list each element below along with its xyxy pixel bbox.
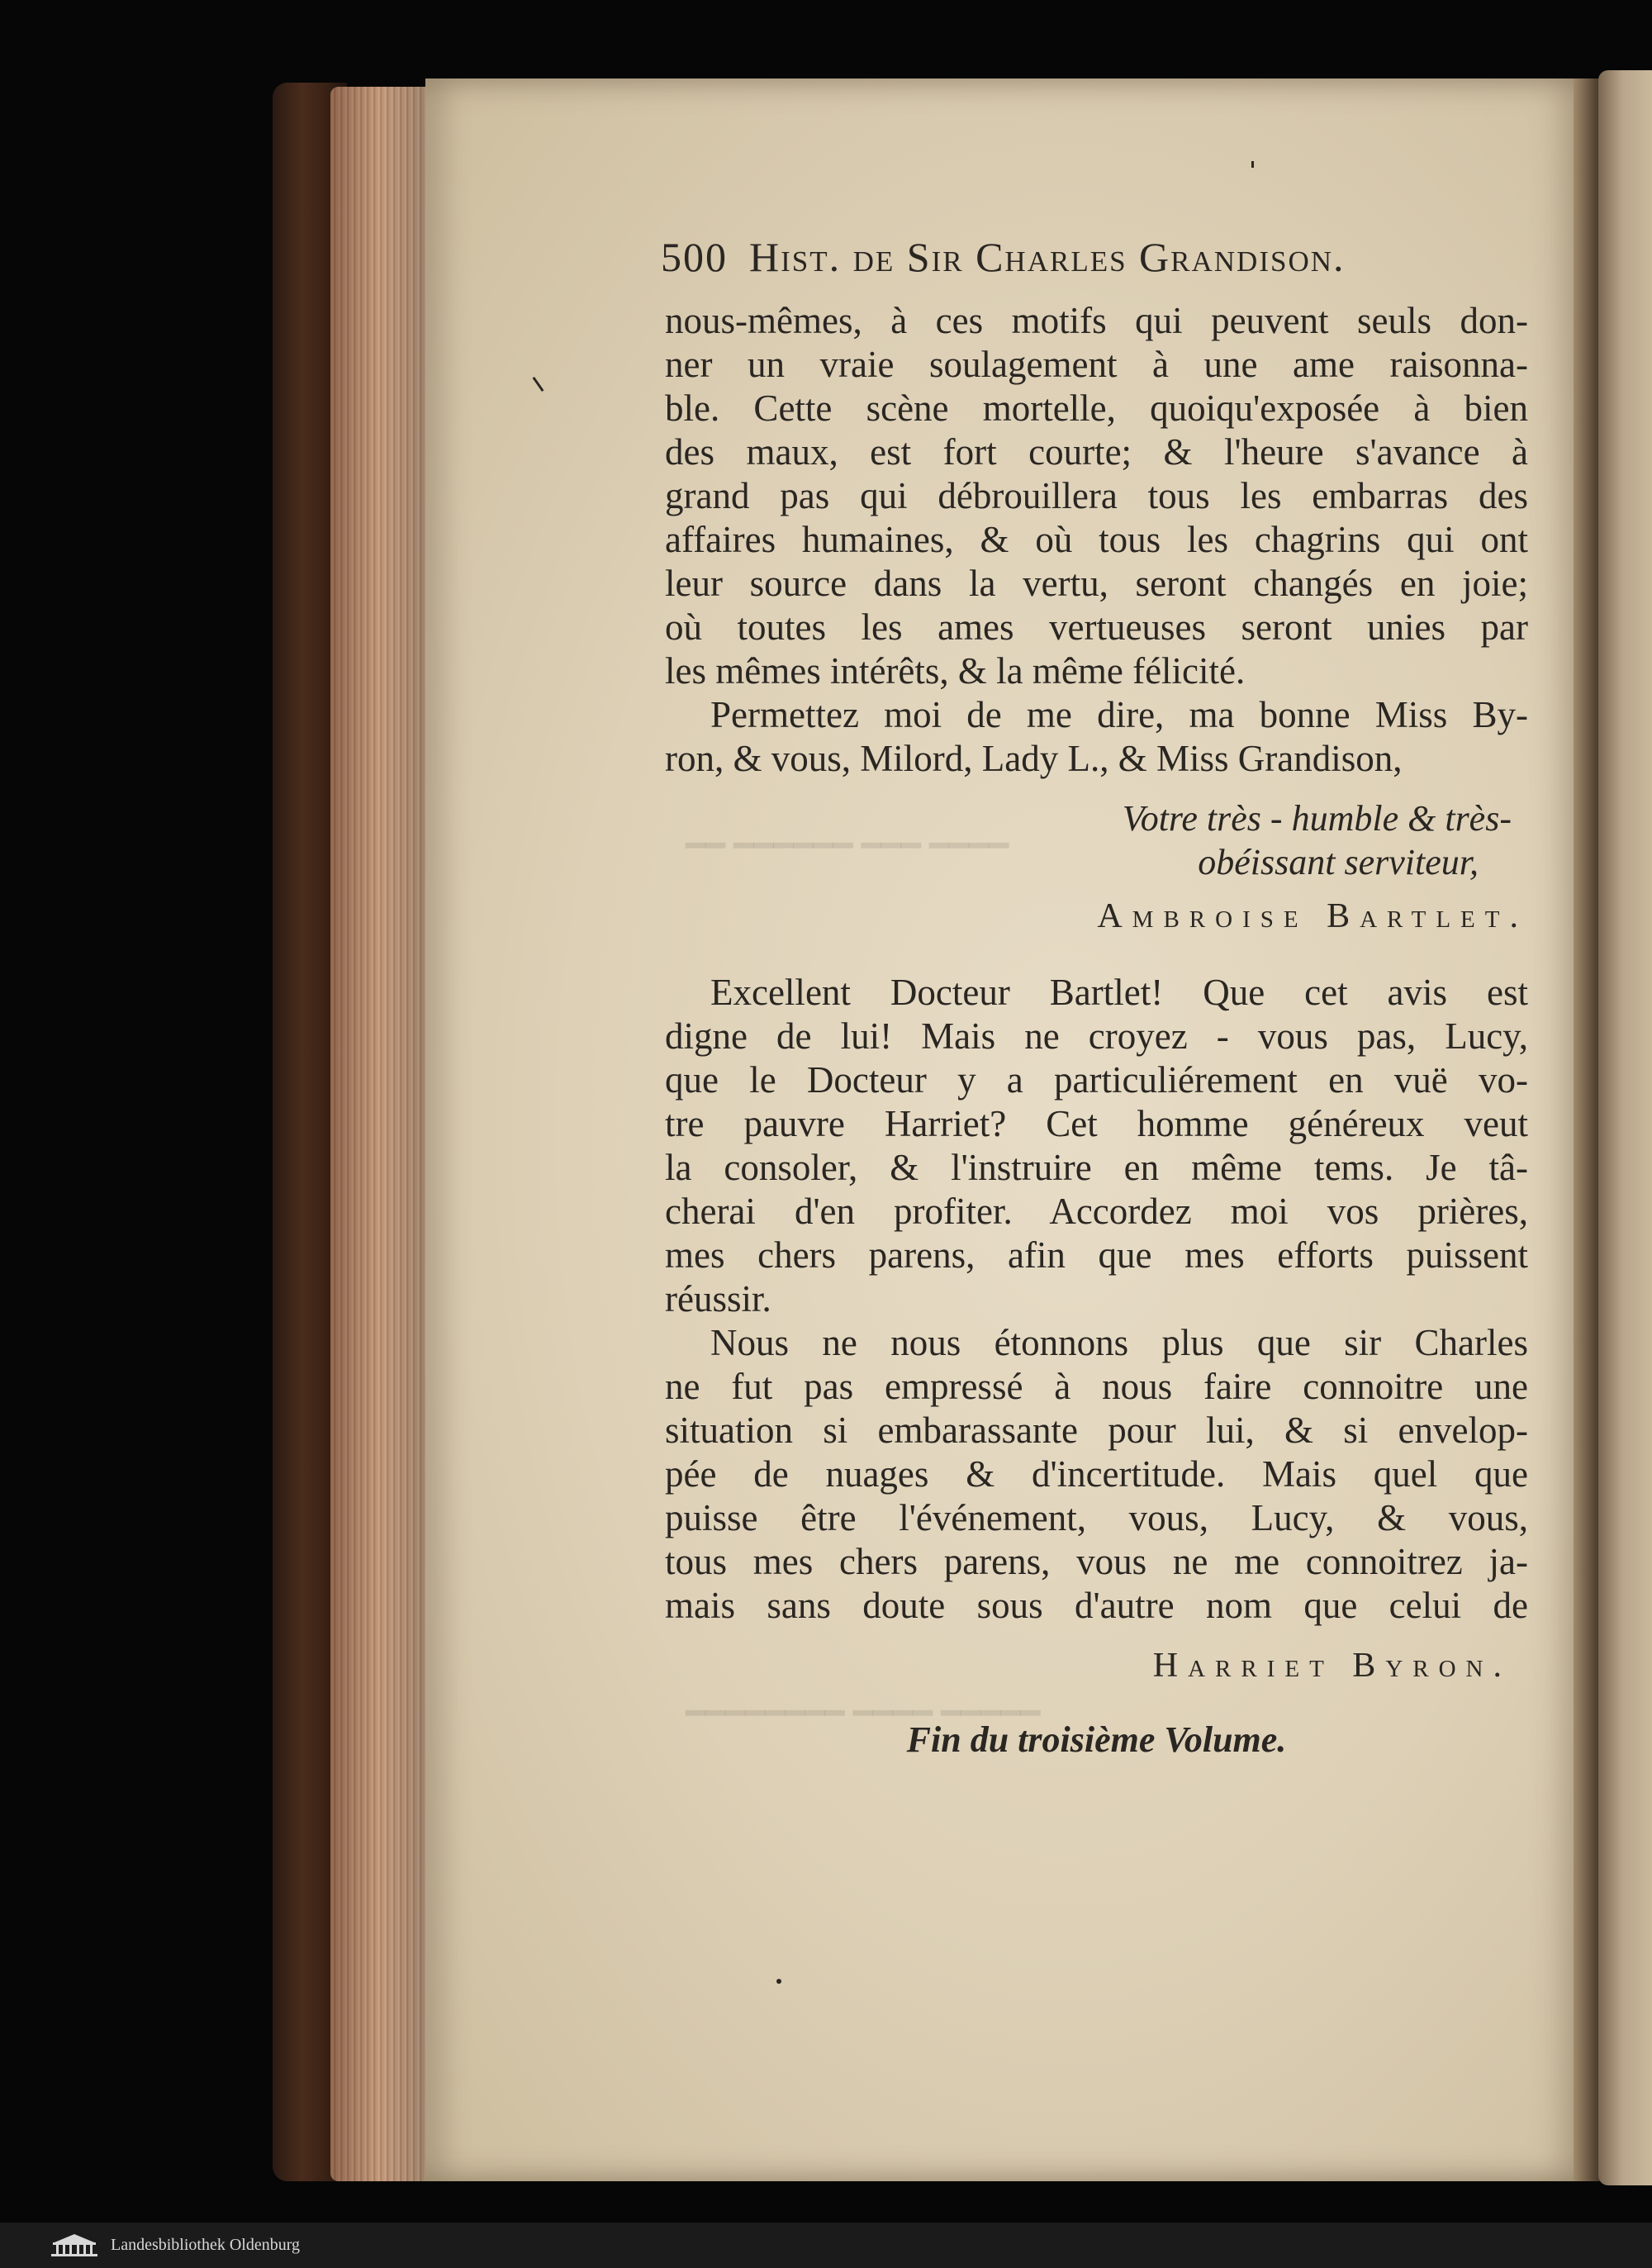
running-head-title: Hist. de Sir Charles Grandison. xyxy=(749,234,1346,280)
colophon: Fin du troisième Volume. xyxy=(906,1719,1287,1760)
text-line: que le Docteur y a particuliérement en vuë vo- xyxy=(665,1059,1528,1101)
stray-mark xyxy=(1251,161,1254,168)
text-line: Nous ne nous étonnons plus que sir Charles xyxy=(710,1322,1528,1363)
text-line: pée de nuages & d'incertitude. Mais quel que xyxy=(665,1453,1528,1495)
text-line: mes chers parens, afin que mes efforts puissent xyxy=(665,1234,1528,1276)
running-head xyxy=(661,233,1487,281)
show-through-text: ━━━━━ ━━━━ ━━━━━━━━ xyxy=(686,1695,1041,1732)
signature-bartlet: Ambroise Bartlet. xyxy=(1097,897,1528,935)
text-line: digne de lui! Mais ne croyez - vous pas, Lucy, xyxy=(665,1015,1528,1057)
footer-bar xyxy=(0,2223,1652,2268)
text-line: cherai d'en profiter. Accordez moi vos prières, xyxy=(665,1191,1528,1232)
text-line: tre pauvre Harriet? Cet homme généreux veut xyxy=(665,1103,1528,1144)
page-edges-shade xyxy=(330,87,430,2181)
page-text xyxy=(665,299,1528,1768)
text-line: mais sans doute sous d'autre nom que celui de xyxy=(665,1585,1528,1626)
signature-byron: Harriet Byron. xyxy=(1152,1647,1512,1685)
stray-mark xyxy=(776,1979,781,1984)
text-line: où toutes les ames vertueuses seront unies par xyxy=(665,606,1528,648)
text-line: les mêmes intérêts, & la même félicité. xyxy=(665,650,1246,692)
page-number: 500 xyxy=(661,234,728,280)
text-line: des maux, est fort courte; & l'heure s'avance à xyxy=(665,431,1528,473)
show-through-text: ━━━━ ━━━ ━━━━━━ ━━ xyxy=(686,827,1009,864)
library-building-icon xyxy=(50,2232,99,2259)
text-line: grand pas qui débrouillera tous les embarras des xyxy=(665,475,1528,516)
text-line: ron, & vous, Milord, Lady L., & Miss Grandison, xyxy=(665,738,1403,779)
text-line: réussir. xyxy=(665,1278,771,1319)
text-line: tous mes chers parens, vous ne me connoitrez ja- xyxy=(665,1541,1528,1582)
text-line: la consoler, & l'instruire en même tems. Je tâ- xyxy=(665,1147,1528,1188)
library-name: Landesbibliothek Oldenburg xyxy=(111,2236,301,2254)
text-line: situation si embarassante pour lui, & si envelop- xyxy=(665,1410,1528,1451)
text-line: leur source dans la vertu, seront changés en joie; xyxy=(665,563,1528,604)
closing-line: Votre très - humble & très- xyxy=(1122,798,1512,839)
text-line: Excellent Docteur Bartlet! Que cet avis est xyxy=(710,972,1528,1013)
text-line: Permettez moi de me dire, ma bonne Miss By- xyxy=(710,694,1528,735)
text-line: ner un vraie soulagement à une ame raisonna- xyxy=(665,344,1528,385)
text-line: ne fut pas empressé à nous faire connoitre une xyxy=(665,1366,1528,1407)
text-line: nous-mêmes, à ces motifs qui peuvent seuls don- xyxy=(665,300,1528,341)
facing-page-edge xyxy=(1598,70,1652,2185)
text-line: affaires humaines, & où tous les chagrins qui ont xyxy=(665,519,1528,560)
text-line: ble. Cette scène mortelle, quoiqu'exposée à bien xyxy=(665,388,1528,429)
closing-line: obéissant serviteur, xyxy=(1198,842,1479,882)
text-line: puisse être l'événement, vous, Lucy, & vous, xyxy=(665,1497,1528,1538)
